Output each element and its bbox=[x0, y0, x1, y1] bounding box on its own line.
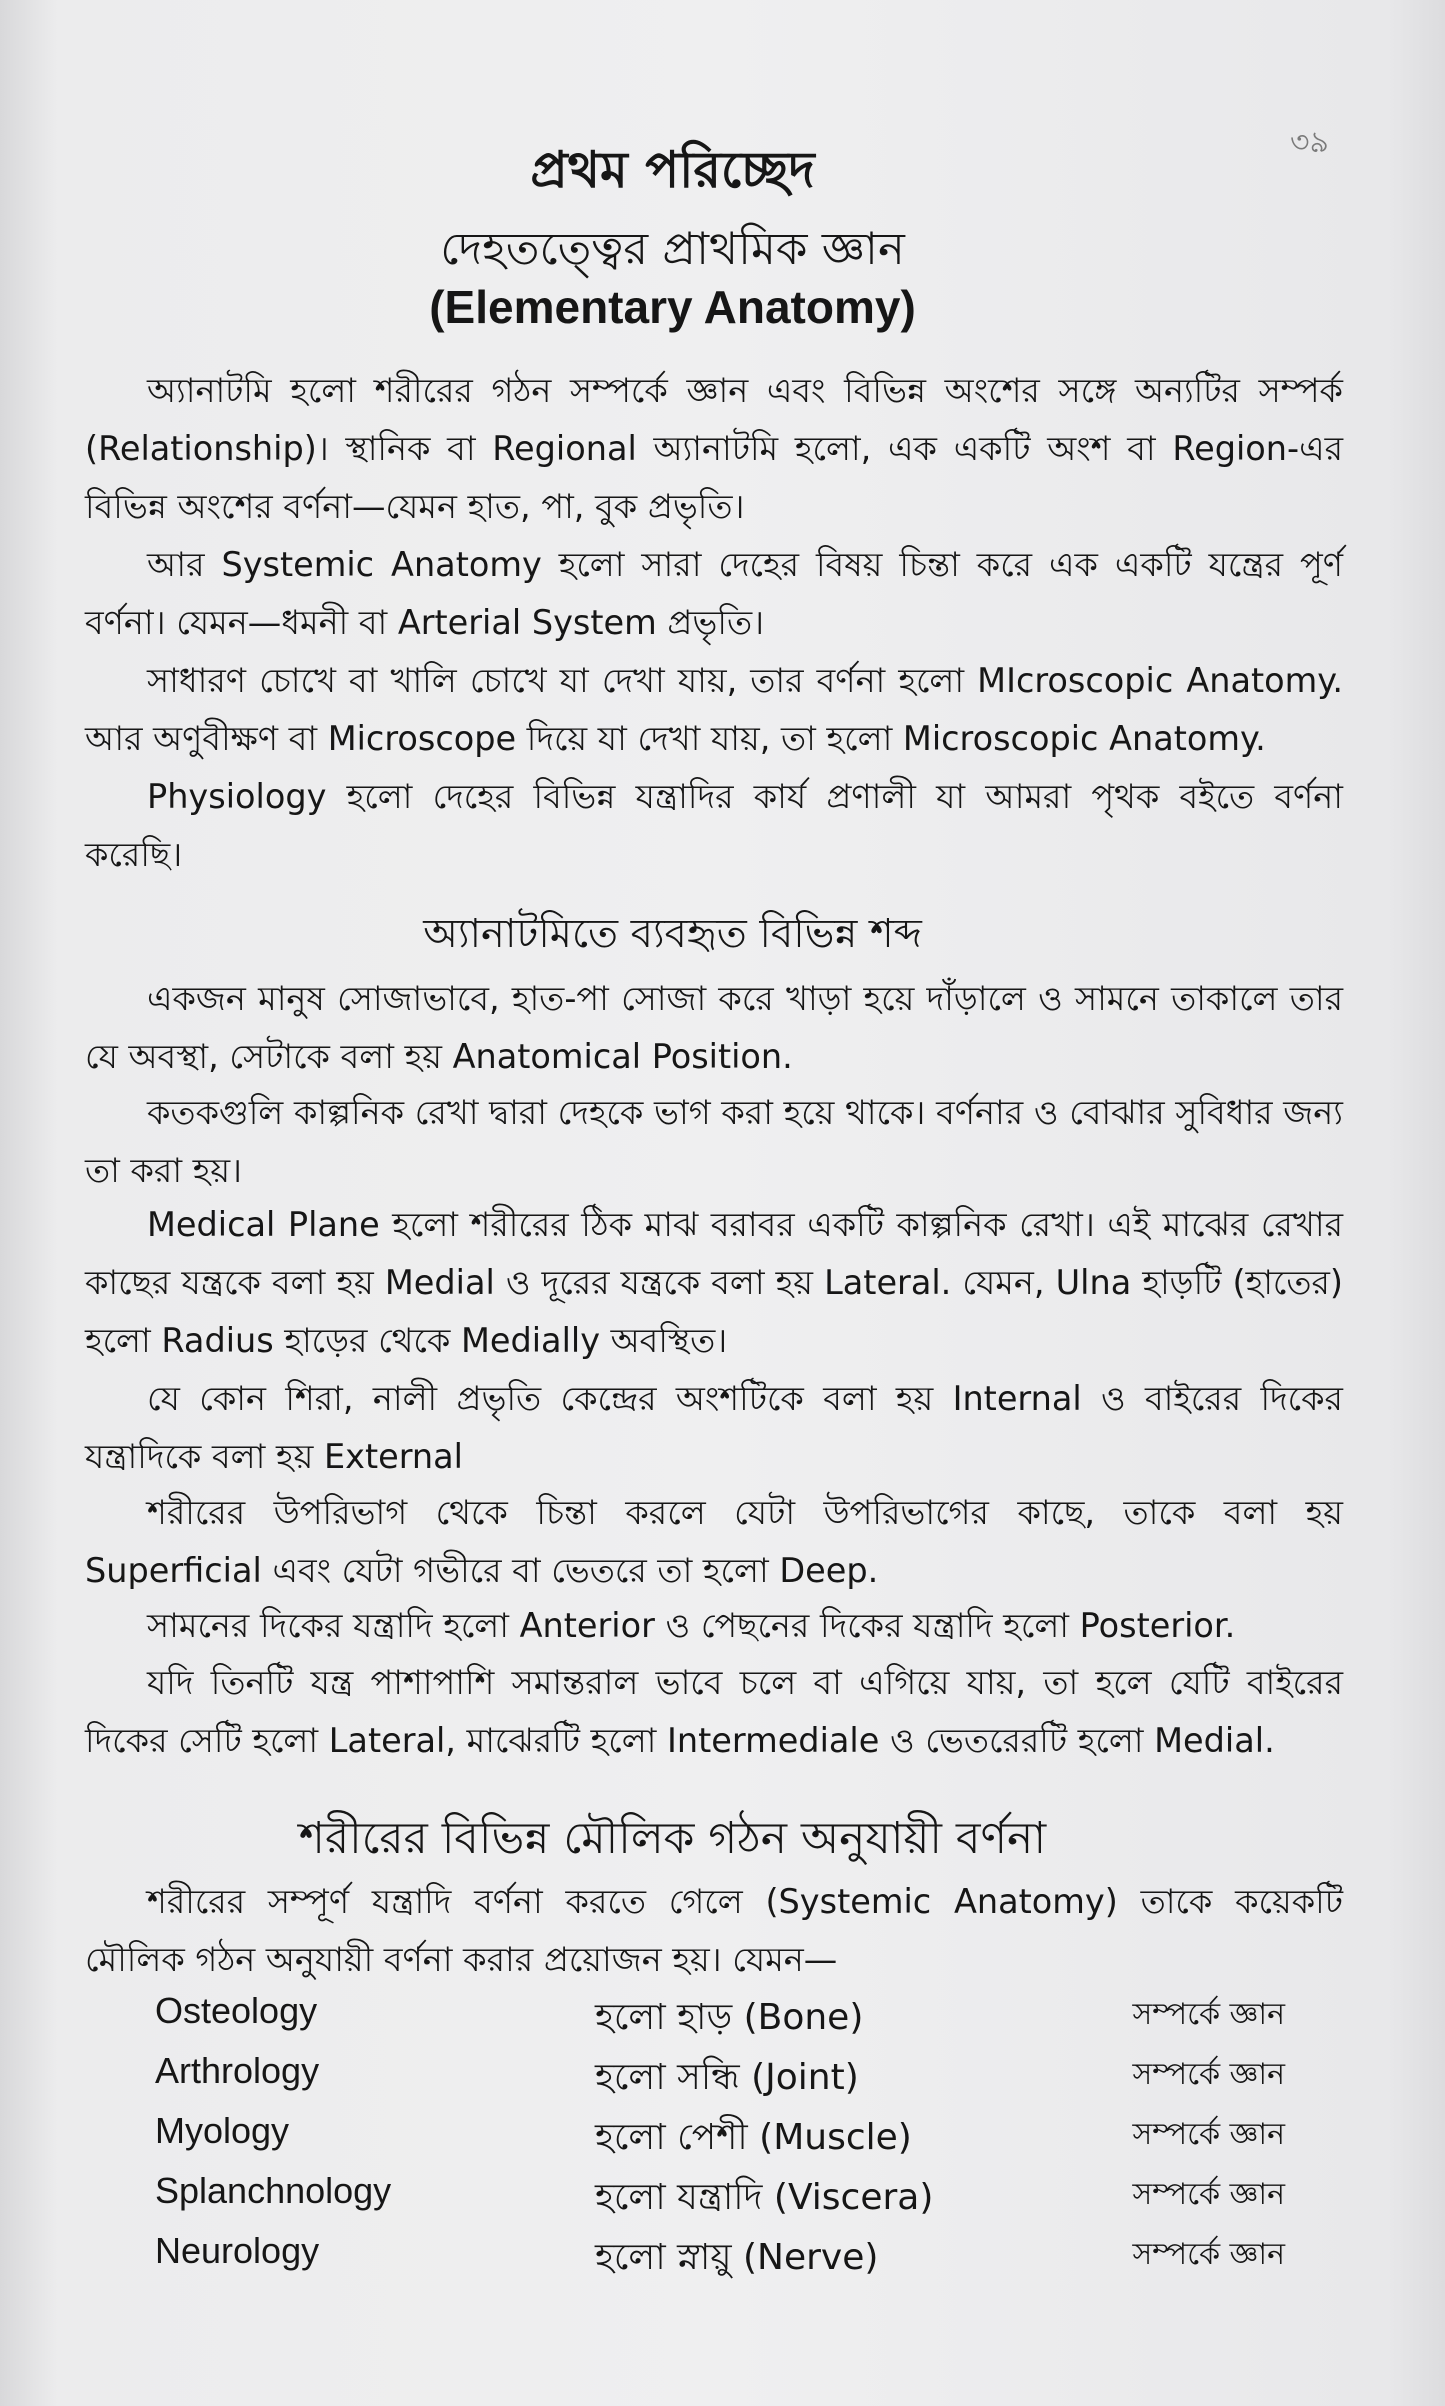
list-item bbox=[155, 2170, 1285, 2230]
section-heading: শরীরের বিভিন্ন মৌলিক গঠন অনুযায়ী বর্ণনা bbox=[298, 1813, 1047, 1864]
term-suffix: সম্পর্কে জ্ঞান bbox=[1132, 2237, 1285, 2272]
section-paragraph: কতকগুলি কাল্পনিক রেখা দ্বারা দেহকে ভাগ করা হয়ে থাকে। বর্ণনার ও বোঝার সুবিধার জন্য তা করা হয়। bbox=[85, 1093, 1343, 1190]
section-heading: অ্যানাটমিতে ব্যবহৃত বিভিন্ন শব্দ bbox=[423, 911, 922, 957]
term-description: হলো যন্ত্রাদি (Viscera) bbox=[595, 2177, 934, 2218]
section-paragraph: যে কোন শিরা, নালী প্রভৃতি কেন্দ্রের অংশটিকে বলা হয় Internal ও বাইরের দিকের যন্ত্রাদিকে বলা হয় External bbox=[85, 1379, 1343, 1476]
chapter-subtitle-english: (Elementary Anatomy) bbox=[429, 281, 916, 333]
section-paragraph: সামনের দিকের যন্ত্রাদি হলো Anterior ও পেছনের দিকের যন্ত্রাদি হলো Posterior. bbox=[147, 1606, 1236, 1645]
intro-paragraph: আর Systemic Anatomy হলো সারা দেহের বিষয় চিন্তা করে এক একটি যন্ত্রের পূর্ণ বর্ণনা। যেমন—ধমনী বা Arterial System প্রভৃতি। bbox=[85, 545, 1343, 642]
term-description: হলো সন্ধি (Joint) bbox=[595, 2057, 859, 2098]
term-name: Neurology bbox=[155, 2230, 320, 2271]
intro-paragraph: অ্যানাটমি হলো শরীরের গঠন সম্পর্কে জ্ঞান এবং বিভিন্ন অংশের সঙ্গে অন্যটির সম্পর্ক (Relationship)। স্থানিক বা Regional অ্যানাটমি হলো, এক একটি অংশ বা Region-এর বিভিন্ন অংশের বর্ণনা—যেমন হাত, পা, বুক প্রভৃতি। bbox=[85, 371, 1343, 526]
term-description: হলো স্নায়ু (Nerve) bbox=[595, 2237, 879, 2278]
term-description: হলো হাড় (Bone) bbox=[595, 1997, 864, 2038]
list-item bbox=[155, 2110, 1285, 2170]
list-item bbox=[155, 1990, 1285, 2050]
chapter-title: প্রথম পরিচ্ছেদ bbox=[530, 141, 815, 199]
term-suffix: সম্পর্কে জ্ঞান bbox=[1132, 2117, 1285, 2152]
term-name: Splanchnology bbox=[155, 2170, 392, 2211]
section-paragraph: Medical Plane হলো শরীরের ঠিক মাঝ বরাবর একটি কাল্পনিক রেখা। এই মাঝের রেখার কাছের যন্ত্রকে বলা হয় Medial ও দূরের যন্ত্রকে বলা হয় Lateral. যেমন, Ulna হাড়টি (হাতের) হলো Radius হাড়ের থেকে Medially অবস্থিত। bbox=[85, 1205, 1343, 1360]
term-name: Arthrology bbox=[155, 2050, 320, 2091]
page-number: ৩৯ bbox=[1290, 125, 1329, 160]
list-item bbox=[155, 2230, 1285, 2290]
term-suffix: সম্পর্কে জ্ঞান bbox=[1132, 1997, 1285, 2032]
section-paragraph: শরীরের উপরিভাগ থেকে চিন্তা করলে যেটা উপরিভাগের কাছে, তাকে বলা হয় Superficial এবং যেটা গভীরে বা ভেতরে তা হলো Deep. bbox=[85, 1493, 1343, 1590]
intro-paragraph: Physiology হলো দেহের বিভিন্ন যন্ত্রাদির কার্য প্রণালী যা আমরা পৃথক বইতে বর্ণনা করেছি। bbox=[85, 777, 1343, 874]
list-item bbox=[155, 2050, 1285, 2110]
section-paragraph: একজন মানুষ সোজাভাবে, হাত-পা সোজা করে খাড়া হয়ে দাঁড়ালে ও সামনে তাকালে তার যে অবস্থা, সেটাকে বলা হয় Anatomical Position. bbox=[85, 979, 1343, 1076]
intro-paragraph: সাধারণ চোখে বা খালি চোখে যা দেখা যায়, তার বর্ণনা হলো MIcroscopic Anatomy. আর অণুবীক্ষণ বা Microscope দিয়ে যা দেখা যায়, তা হলো Microscopic Anatomy. bbox=[85, 661, 1343, 758]
terms-list bbox=[155, 1990, 1285, 2290]
term-description: হলো পেশী (Muscle) bbox=[595, 2117, 912, 2158]
term-name: Osteology bbox=[155, 1990, 318, 2031]
term-suffix: সম্পর্কে জ্ঞান bbox=[1132, 2057, 1285, 2092]
chapter-subtitle: দেহতত্ত্বের প্রাথমিক জ্ঞান bbox=[440, 222, 905, 275]
term-name: Myology bbox=[155, 2110, 290, 2151]
term-suffix: সম্পর্কে জ্ঞান bbox=[1132, 2177, 1285, 2212]
section-paragraph: শরীরের সম্পূর্ণ যন্ত্রাদি বর্ণনা করতে গেলে (Systemic Anatomy) তাকে কয়েকটি মৌলিক গঠন অনুযায়ী বর্ণনা করার প্রয়োজন হয়। যেমন— bbox=[85, 1882, 1343, 1979]
section-paragraph: যদি তিনটি যন্ত্র পাশাপাশি সমান্তরাল ভাবে চলে বা এগিয়ে যায়, তা হলে যেটি বাইরের দিকের সেটি হলো Lateral, মাঝেরটি হলো Intermediale ও ভেতরেরটি হলো Medial. bbox=[85, 1663, 1343, 1760]
